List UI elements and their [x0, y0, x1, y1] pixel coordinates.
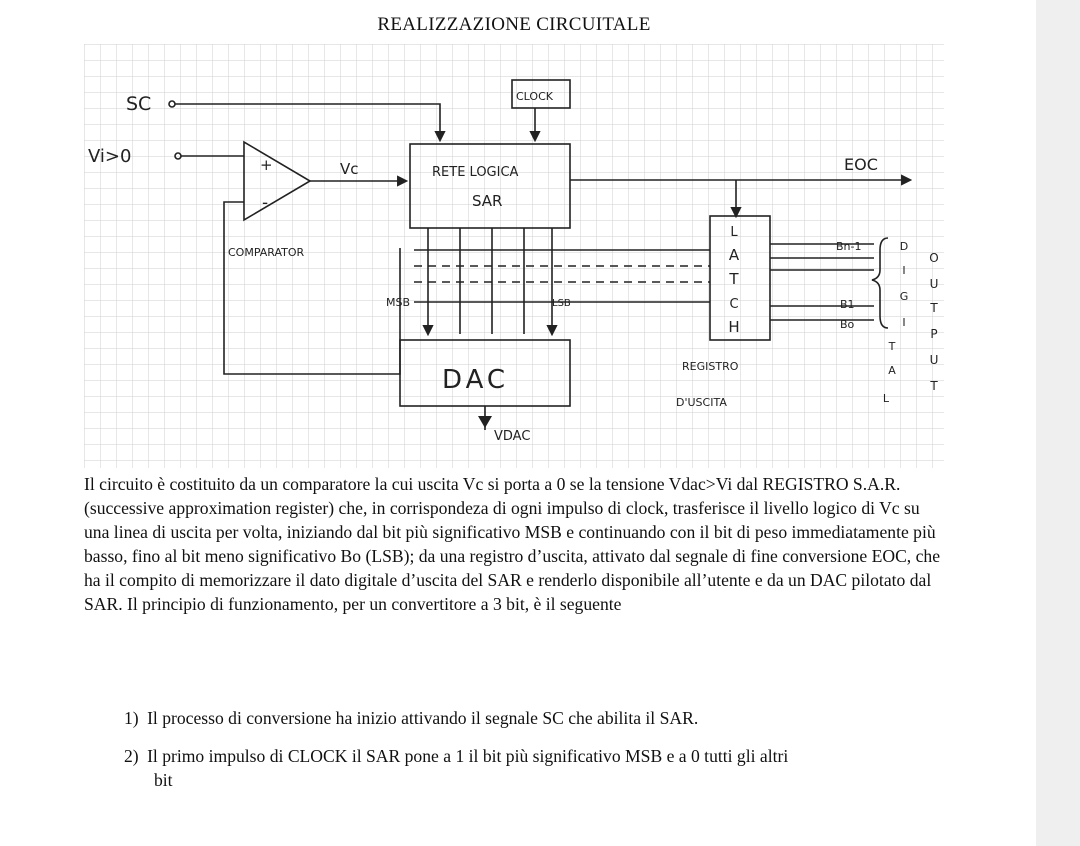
- sar-label: SAR: [472, 192, 503, 210]
- step-number: 2): [124, 746, 139, 766]
- step-number: 1): [124, 708, 139, 728]
- latch-letter-t: T: [729, 270, 739, 288]
- rete-logica-label: RETE LOGICA: [432, 165, 519, 180]
- svg-text:P: P: [930, 327, 938, 341]
- vi-label: Vi>0: [88, 146, 132, 167]
- step-continuation: bit: [154, 770, 173, 790]
- step-text: Il primo impulso di CLOCK il SAR pone a 1 il bit più significativo MSB e a 0 tutti gli altri: [147, 746, 789, 766]
- comparator-plus-label: +: [260, 156, 273, 174]
- svg-text:O: O: [929, 251, 939, 265]
- description-paragraph: Il circuito è costituito da un comparatore la cui uscita Vc si porta a 0 se la tensione Vdac>Vi dal REGISTRO S.A.R. (successive approximation register) che, in corrispondeza di ogni impulso di clock, trasferisce il livello logico di Vc su una linea di uscita per volta, iniziando dal bit più significativo MSB e continuando con il bit di peso immediatamente più basso, fino al bit meno significativo Bo (LSB); da una registro d’uscita, attivato dal segnale di fine conversione EOC, che ha il compito di memorizzare il dato digitale d’uscita del SAR e renderlo disponibile all’utente e da un DAC pilotato dal SAR. Il principio di funzionamento, per un convertitore a 3 bit, è il seguente: [84, 474, 941, 614]
- latch-letter-h: H: [728, 318, 740, 336]
- svg-text:I: I: [902, 264, 906, 277]
- b1-label: B1: [840, 298, 855, 311]
- comparator-minus-label: -: [262, 193, 269, 213]
- dac-label: DAC: [442, 365, 510, 395]
- bn1-label: Bn-1: [836, 240, 862, 253]
- vc-label: Vc: [340, 160, 359, 178]
- comparator-label: COMPARATOR: [228, 246, 305, 259]
- latch-letter-l: L: [730, 225, 738, 240]
- lsb-label: LSB: [552, 298, 571, 309]
- list-item: [124, 706, 944, 730]
- svg-text:G: G: [899, 290, 909, 303]
- list-item: [124, 744, 944, 792]
- svg-text:A: A: [888, 364, 896, 377]
- circuit-diagram: [84, 44, 944, 468]
- duscita-label: D'USCITA: [676, 396, 727, 409]
- svg-text:U: U: [929, 353, 939, 367]
- clock-label: CLOCK: [516, 90, 553, 103]
- registro-label: REGISTRO: [682, 360, 739, 373]
- svg-text:D: D: [899, 240, 909, 253]
- side-panel-strip: [1036, 0, 1080, 846]
- latch-letter-a: A: [728, 246, 740, 264]
- document-title: REALIZZAZIONE CIRCUITALE: [377, 14, 651, 35]
- step-text: Il processo di conversione ha inizio attivando il segnale SC che abilita il SAR.: [147, 708, 699, 728]
- svg-text:I: I: [902, 316, 906, 329]
- vdac-label: VDAC: [494, 429, 531, 444]
- msb-label: MSB: [386, 296, 411, 309]
- b0-label: Bo: [840, 318, 855, 331]
- svg-text:T: T: [930, 301, 938, 315]
- svg-text:U: U: [929, 277, 939, 291]
- svg-text:T: T: [888, 340, 896, 353]
- eoc-label: EOC: [844, 155, 878, 174]
- svg-text:L: L: [882, 392, 890, 405]
- latch-letter-c: C: [729, 297, 739, 312]
- steps-list: [124, 706, 944, 806]
- sc-label: SC: [126, 93, 152, 115]
- svg-text:T: T: [930, 379, 938, 393]
